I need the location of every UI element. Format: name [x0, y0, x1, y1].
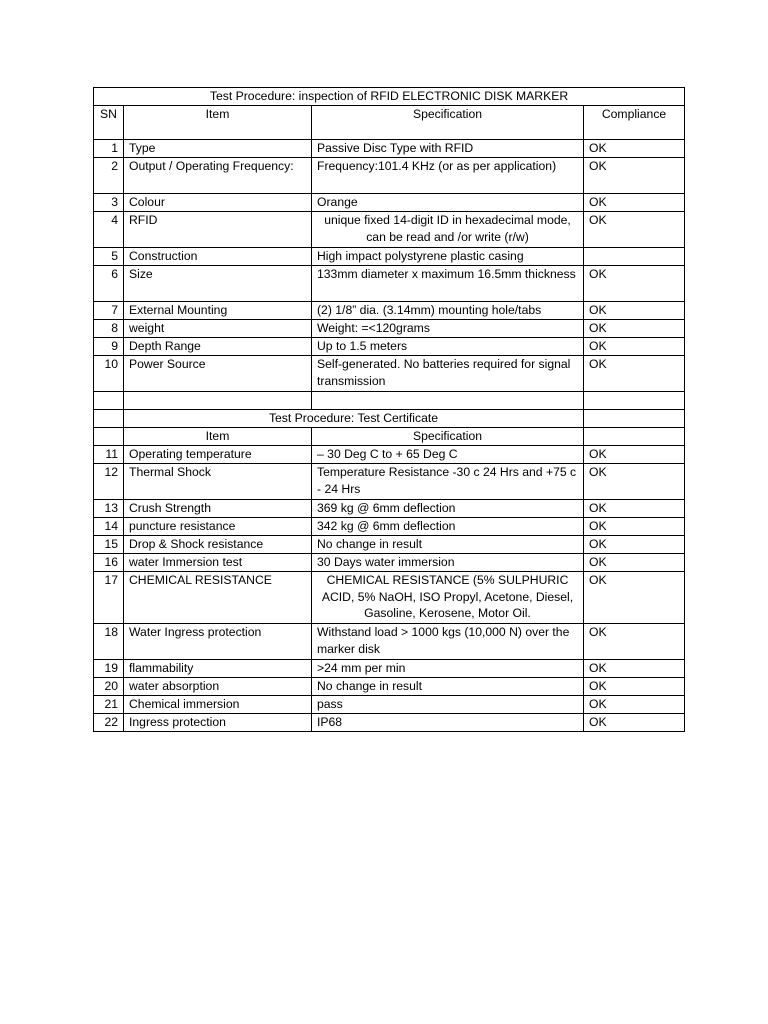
header-specification: Specification — [312, 428, 584, 446]
row-specification: Withstand load > 1000 kgs (10,000 N) over the marker disk — [312, 624, 584, 660]
row-sn: 17 — [94, 572, 124, 624]
table-row — [94, 660, 685, 678]
table-row — [94, 446, 685, 464]
table-row — [94, 464, 685, 500]
row-specification: Up to 1.5 meters — [312, 338, 584, 356]
row-sn: 6 — [94, 266, 124, 302]
row-item: Operating temperature — [124, 446, 312, 464]
empty-cell — [94, 392, 124, 410]
table-row — [94, 194, 685, 212]
table-row — [94, 338, 685, 356]
row-item: Size — [124, 266, 312, 302]
table-row — [94, 320, 685, 338]
row-item: weight — [124, 320, 312, 338]
table-row — [94, 536, 685, 554]
row-specification: 342 kg @ 6mm deflection — [312, 518, 584, 536]
row-compliance: OK — [584, 624, 685, 660]
row-sn: 3 — [94, 194, 124, 212]
row-sn: 12 — [94, 464, 124, 500]
row-item: Depth Range — [124, 338, 312, 356]
section2-header-row — [94, 428, 685, 446]
header-compliance: Compliance — [584, 106, 685, 140]
row-item: Crush Strength — [124, 500, 312, 518]
row-item: Type — [124, 140, 312, 158]
row-specification: Passive Disc Type with RFID — [312, 140, 584, 158]
table-row — [94, 572, 685, 624]
table-row — [94, 356, 685, 392]
section2-title-row — [94, 410, 685, 428]
empty-cell — [94, 410, 124, 428]
row-sn: 14 — [94, 518, 124, 536]
table-row — [94, 554, 685, 572]
row-item: External Mounting — [124, 302, 312, 320]
empty-cell — [312, 392, 584, 410]
row-specification: Orange — [312, 194, 584, 212]
row-item: Output / Operating Frequency: — [124, 158, 312, 194]
row-item: puncture resistance — [124, 518, 312, 536]
header-item: Item — [124, 106, 312, 140]
row-specification: High impact polystyrene plastic casing — [312, 248, 584, 266]
row-compliance: OK — [584, 500, 685, 518]
row-compliance: OK — [584, 266, 685, 302]
row-specification: No change in result — [312, 678, 584, 696]
row-item: CHEMICAL RESISTANCE — [124, 572, 312, 624]
row-specification: – 30 Deg C to + 65 Deg C — [312, 446, 584, 464]
row-specification: Weight: =<120grams — [312, 320, 584, 338]
row-item: Water Ingress protection — [124, 624, 312, 660]
empty-cell — [584, 410, 685, 428]
empty-cell — [94, 428, 124, 446]
row-specification: >24 mm per min — [312, 660, 584, 678]
row-item: Drop & Shock resistance — [124, 536, 312, 554]
row-item: water absorption — [124, 678, 312, 696]
empty-cell — [584, 392, 685, 410]
row-specification: 133mm diameter x maximum 16.5mm thickness — [312, 266, 584, 302]
row-compliance: OK — [584, 140, 685, 158]
row-compliance: OK — [584, 696, 685, 714]
row-sn: 18 — [94, 624, 124, 660]
row-compliance: OK — [584, 518, 685, 536]
row-item: Thermal Shock — [124, 464, 312, 500]
row-sn: 7 — [94, 302, 124, 320]
row-specification: 30 Days water immersion — [312, 554, 584, 572]
row-item: Power Source — [124, 356, 312, 392]
table-row — [94, 696, 685, 714]
row-specification: pass — [312, 696, 584, 714]
row-item: Chemical immersion — [124, 696, 312, 714]
row-sn: 9 — [94, 338, 124, 356]
table-row — [94, 518, 685, 536]
row-specification: Frequency:101.4 KHz (or as per application) — [312, 158, 584, 194]
row-sn: 22 — [94, 714, 124, 732]
row-sn: 15 — [94, 536, 124, 554]
row-compliance: OK — [584, 572, 685, 624]
table-row — [94, 302, 685, 320]
empty-cell — [584, 428, 685, 446]
section1-header-row — [94, 106, 685, 140]
row-specification: (2) 1/8” dia. (3.14mm) mounting hole/tabs — [312, 302, 584, 320]
row-item: RFID — [124, 212, 312, 248]
row-compliance: OK — [584, 302, 685, 320]
row-compliance: OK — [584, 212, 685, 248]
row-compliance: OK — [584, 678, 685, 696]
row-compliance: OK — [584, 464, 685, 500]
inspection-table — [93, 87, 685, 732]
row-sn: 5 — [94, 248, 124, 266]
row-specification: CHEMICAL RESISTANCE (5% SULPHURIC ACID, 5% NaOH, ISO Propyl, Acetone, Diesel, Gasoline, Kerosene, Motor Oil. — [312, 572, 584, 624]
table-row — [94, 248, 685, 266]
row-sn: 4 — [94, 212, 124, 248]
row-compliance: OK — [584, 536, 685, 554]
row-sn: 16 — [94, 554, 124, 572]
header-sn: SN — [94, 106, 124, 140]
row-compliance: OK — [584, 194, 685, 212]
row-compliance: OK — [584, 320, 685, 338]
table-row — [94, 158, 685, 194]
table-row — [94, 624, 685, 660]
section1-title-row — [94, 88, 685, 106]
section1-title: Test Procedure: inspection of RFID ELECTRONIC DISK MARKER — [94, 88, 685, 106]
table-row — [94, 140, 685, 158]
row-compliance: OK — [584, 338, 685, 356]
row-specification: Temperature Resistance -30 c 24 Hrs and +75 c - 24 Hrs — [312, 464, 584, 500]
row-compliance — [584, 248, 685, 266]
row-sn: 21 — [94, 696, 124, 714]
row-compliance: OK — [584, 356, 685, 392]
row-sn: 20 — [94, 678, 124, 696]
row-sn: 11 — [94, 446, 124, 464]
row-item: flammability — [124, 660, 312, 678]
header-specification: Specification — [312, 106, 584, 140]
empty-row — [94, 392, 685, 410]
row-specification: No change in result — [312, 536, 584, 554]
row-sn: 13 — [94, 500, 124, 518]
table-row — [94, 266, 685, 302]
empty-cell — [124, 392, 312, 410]
table-row — [94, 500, 685, 518]
row-sn: 1 — [94, 140, 124, 158]
row-item: Construction — [124, 248, 312, 266]
row-item: Colour — [124, 194, 312, 212]
row-compliance: OK — [584, 554, 685, 572]
table-row — [94, 678, 685, 696]
section2-title: Test Procedure: Test Certificate — [124, 410, 584, 428]
row-specification: IP68 — [312, 714, 584, 732]
row-sn: 2 — [94, 158, 124, 194]
table-row — [94, 212, 685, 248]
row-sn: 10 — [94, 356, 124, 392]
row-sn: 8 — [94, 320, 124, 338]
row-compliance: OK — [584, 660, 685, 678]
row-item: water Immersion test — [124, 554, 312, 572]
row-compliance: OK — [584, 158, 685, 194]
row-specification: Self-generated. No batteries required for signal transmission — [312, 356, 584, 392]
header-item: Item — [124, 428, 312, 446]
table-row — [94, 714, 685, 732]
row-specification: 369 kg @ 6mm deflection — [312, 500, 584, 518]
row-sn: 19 — [94, 660, 124, 678]
row-item: Ingress protection — [124, 714, 312, 732]
row-specification: unique fixed 14-digit ID in hexadecimal mode, can be read and /or write (r/w) — [312, 212, 584, 248]
row-compliance: OK — [584, 714, 685, 732]
row-compliance: OK — [584, 446, 685, 464]
